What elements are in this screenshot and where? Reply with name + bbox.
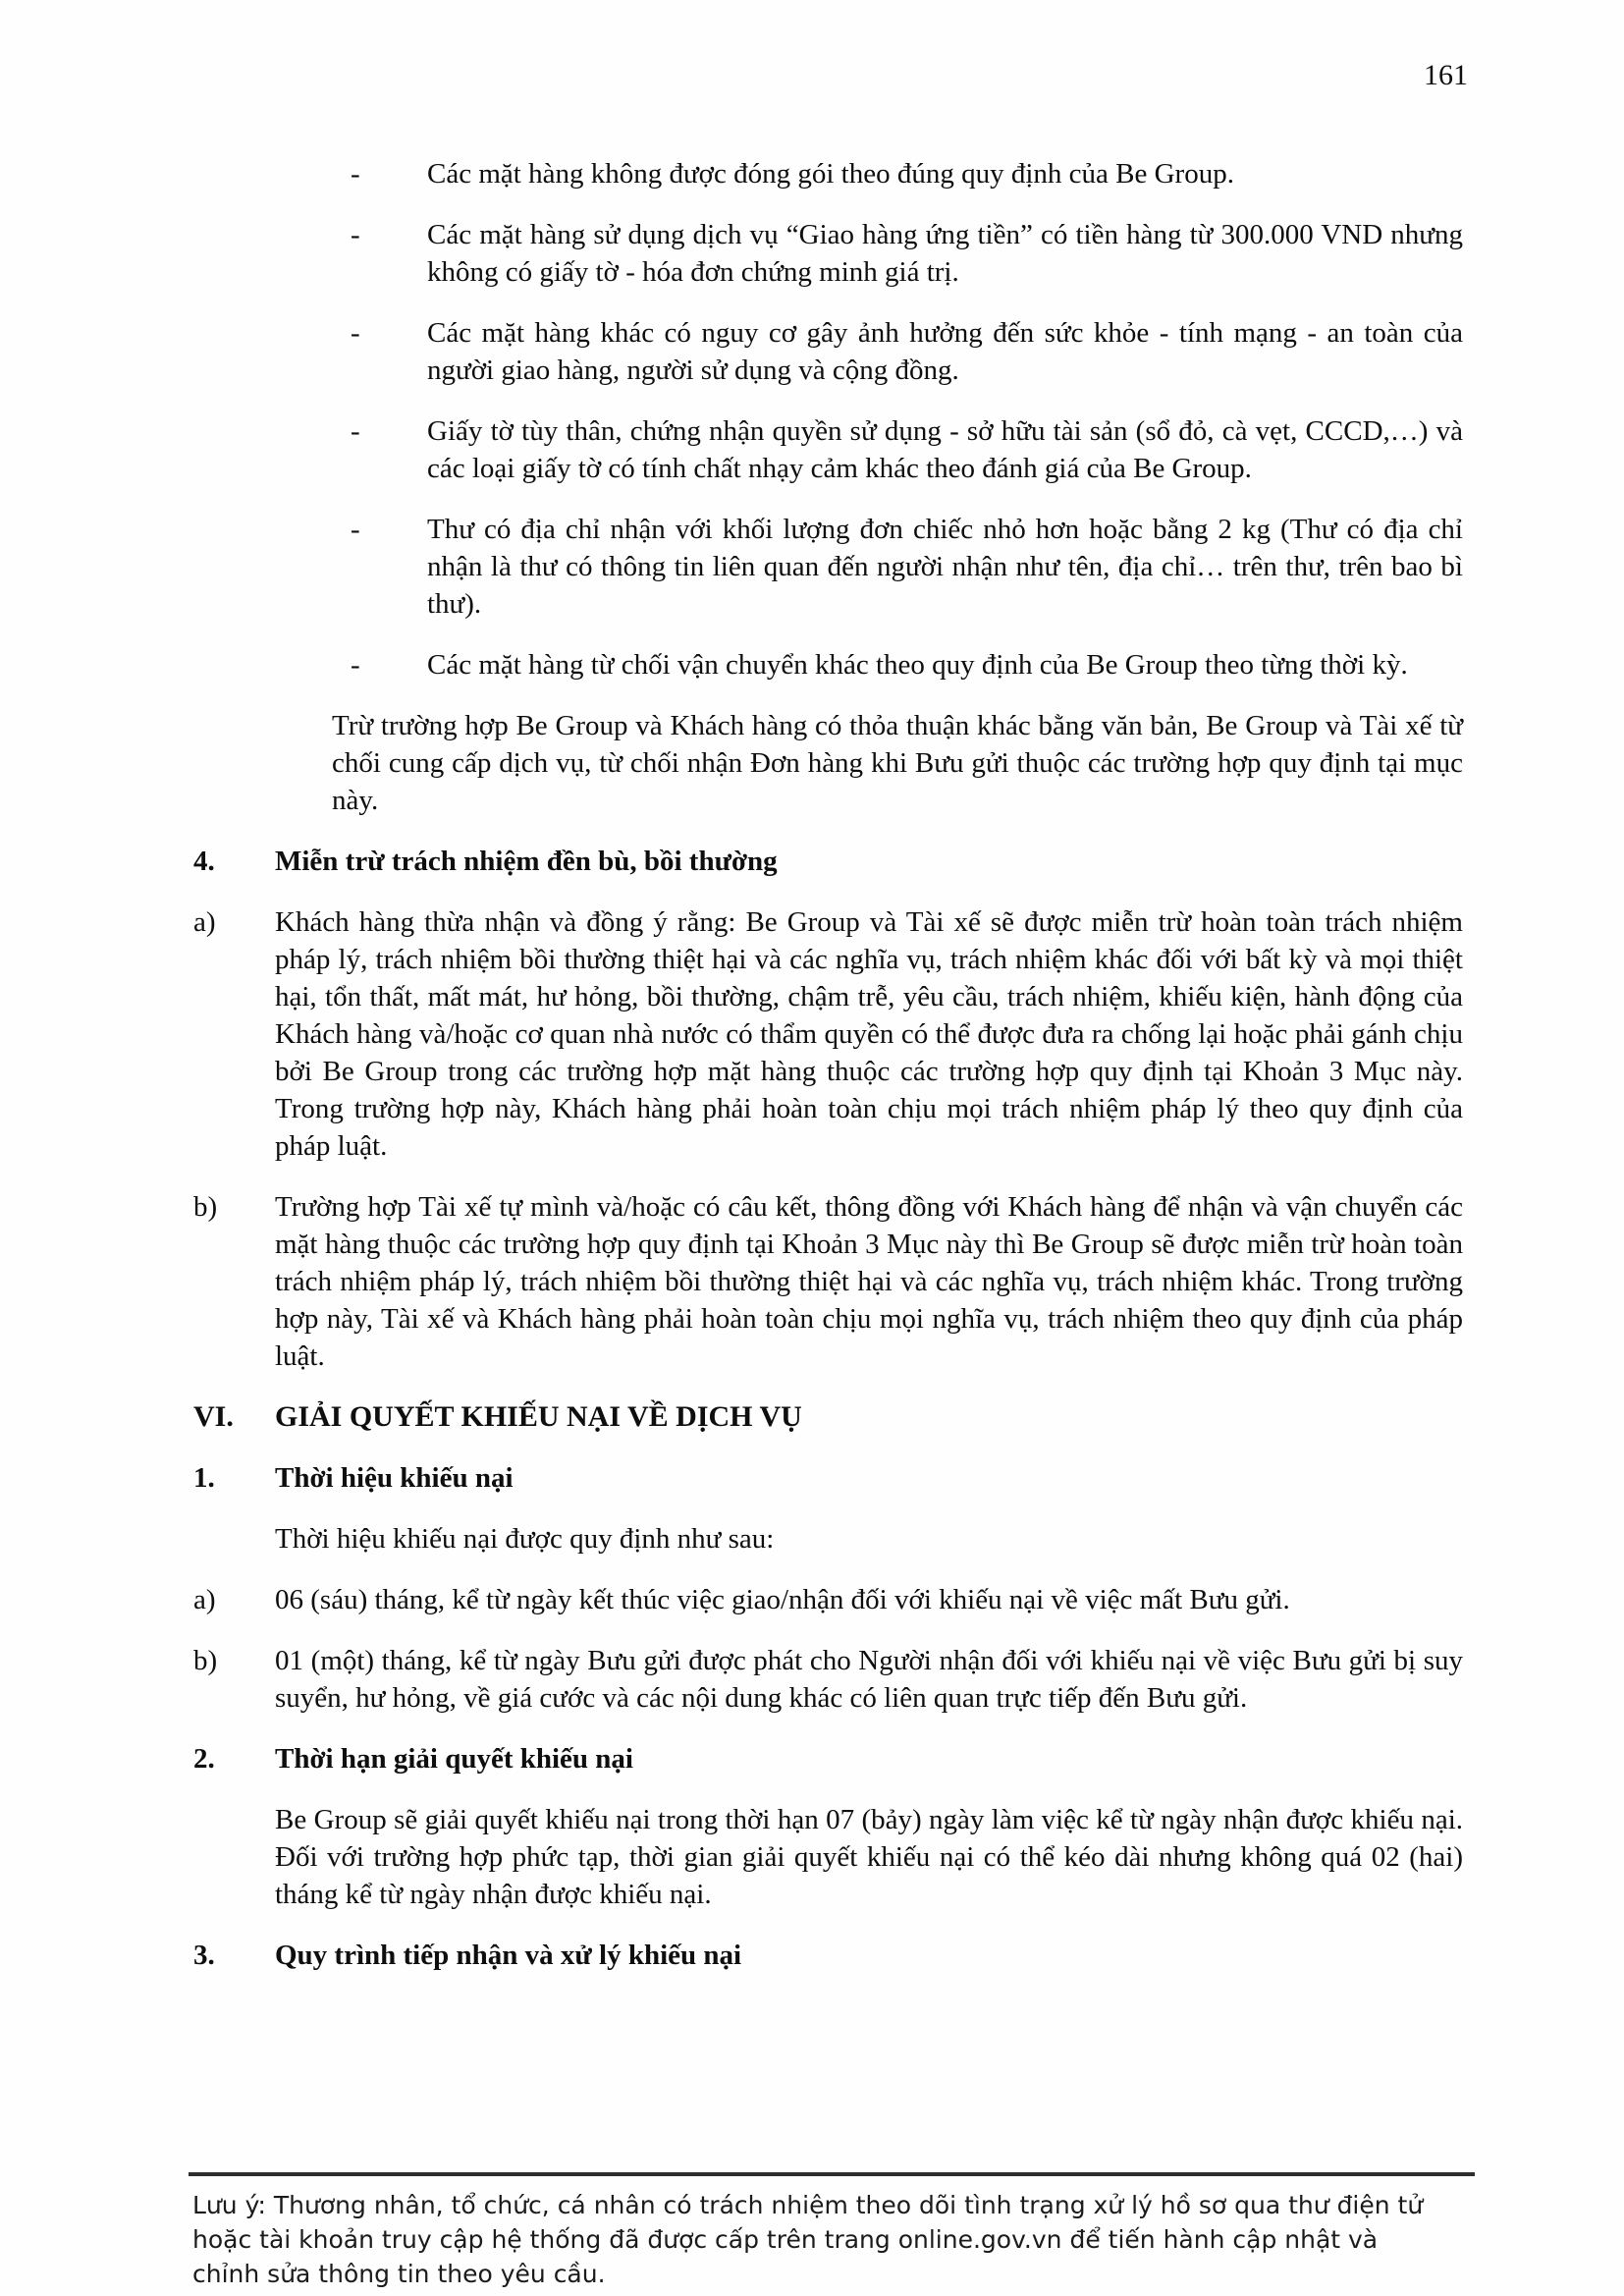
- section-heading-vi: [193, 1398, 1463, 1436]
- refusal-item-text: Các mặt hàng sử dụng dịch vụ “Giao hàng ứng tiền” có tiền hàng từ 300.000 VND nhưng không có giấy tờ - hóa đơn chứng minh giá trị.: [427, 219, 1463, 288]
- heading-title: Quy trình tiếp nhận và xử lý khiếu nại: [275, 1940, 742, 1971]
- refusal-item: [351, 511, 1463, 623]
- refusal-item: [351, 155, 1463, 192]
- footnote-separator: [189, 2172, 1475, 2176]
- refusal-item: [351, 646, 1463, 683]
- clause-text: Trường hợp Tài xế tự mình và/hoặc có câu kết, thông đồng với Khách hàng để nhận và vận chuyển các mặt hàng thuộc các trường hợp quy định tại Khoản 3 Mục này thì Be Group sẽ được miễn trừ hoàn toàn trách nhiệm pháp lý, trách nhiệm bồi thường thiệt hại và các nghĩa vụ, trách nhiệm khác. Trong trường hợp này, Tài xế và Khách hàng phải hoàn toàn chịu mọi nghĩa vụ, trách nhiệm theo quy định của pháp luật.: [275, 1191, 1463, 1372]
- heading-label: VI.: [193, 1400, 234, 1433]
- bullet-dash: -: [351, 158, 360, 190]
- refusal-closing-paragraph: Trừ trường hợp Be Group và Khách hàng có thỏa thuận khác bằng văn bản, Be Group và Tài xế từ chối cung cấp dịch vụ, từ chối nhận Đơn hàng khi Bưu gửi thuộc các trường hợp quy định tại mục này.: [332, 710, 1463, 816]
- subsection-2-body: Be Group sẽ giải quyết khiếu nại trong thời hạn 07 (bảy) ngày làm việc kể từ ngày nhận được khiếu nại. Đối với trường hợp phức tạp, thời gian giải quyết khiếu nại có thể kéo dài nhưng không quá 02 (hai) tháng kể từ ngày nhận được khiếu nại.: [275, 1804, 1463, 1910]
- subsection-1-intro: Thời hiệu khiếu nại được quy định như sau:: [275, 1523, 775, 1555]
- refusal-item: [351, 412, 1463, 487]
- subsection-heading-2: [193, 1740, 1463, 1777]
- heading-title: Thời hạn giải quyết khiếu nại: [275, 1743, 633, 1775]
- heading-label: 4.: [193, 846, 215, 877]
- clause-text: 06 (sáu) tháng, kể từ ngày kết thúc việc giao/nhận đối với khiếu nại về việc mất Bưu gửi.: [275, 1584, 1290, 1615]
- refusal-item-text: Thư có địa chỉ nhận với khối lượng đơn chiếc nhỏ hơn hoặc bằng 2 kg (Thư có địa chỉ nhận là thư có thông tin liên quan đến người nhận như tên, địa chỉ… trên thư, trên bao bì thư).: [427, 514, 1463, 620]
- page-number: 161: [1424, 59, 1468, 91]
- refusal-item-text: Các mặt hàng không được đóng gói theo đúng quy định của Be Group.: [427, 158, 1234, 190]
- clause-label: b): [193, 1191, 218, 1223]
- refusal-item-text: Các mặt hàng từ chối vận chuyển khác theo quy định của Be Group theo từng thời kỳ.: [427, 649, 1408, 681]
- document-content: [0, 155, 1624, 1997]
- bullet-dash: -: [351, 317, 360, 349]
- bullet-dash: -: [351, 415, 360, 447]
- subsection-heading-1: [193, 1459, 1463, 1497]
- refusal-item: [351, 216, 1463, 291]
- section-heading-4: [193, 843, 1463, 880]
- bullet-dash: -: [351, 649, 360, 681]
- clause-text: Khách hàng thừa nhận và đồng ý rằng: Be Group và Tài xế sẽ được miễn trừ hoàn toàn trách nhiệm pháp lý, trách nhiệm bồi thường thiệt hại và các nghĩa vụ, trách nhiệm khác đối với bất kỳ và mọi thiệt hại, tổn thất, mất mát, hư hỏng, bồi thường, chậm trễ, yêu cầu, trách nhiệm, khiếu kiện, hành động của Khách hàng và/hoặc cơ quan nhà nước có thẩm quyền có thể được đưa ra chống lại hoặc phải gánh chịu bởi Be Group trong các trường hợp mặt hàng thuộc các trường hợp quy định tại Khoản 3 Mục này. Trong trường hợp này, Khách hàng phải hoàn toàn chịu mọi trách nhiệm pháp lý theo quy định của pháp luật.: [275, 906, 1463, 1162]
- heading-title: Miễn trừ trách nhiệm đền bù, bồi thường: [275, 846, 778, 877]
- clause-label: b): [193, 1645, 218, 1676]
- heading-title: Thời hiệu khiếu nại: [275, 1462, 514, 1494]
- clause-label: a): [193, 906, 216, 938]
- refusal-item: [351, 314, 1463, 389]
- subsection-heading-3: [193, 1937, 1463, 1974]
- footnote-text: Lưu ý: Thương nhân, tổ chức, cá nhân có trách nhiệm theo dõi tình trạng xử lý hồ sơ qua thư điện tử hoặc tài khoản truy cập hệ thống đã được cấp trên trang online.gov.vn để tiến hành cập nhật và chỉnh sửa thông tin theo yêu cầu.: [192, 2191, 1424, 2288]
- bullet-dash: -: [351, 219, 360, 250]
- clause-b: [193, 1188, 1463, 1375]
- refusal-item-text: Các mặt hàng khác có nguy cơ gây ảnh hưởng đến sức khỏe - tính mạng - an toàn của người giao hàng, người sử dụng và cộng đồng.: [427, 317, 1463, 386]
- bullet-dash: -: [351, 514, 360, 545]
- clause-a: [193, 1581, 1463, 1618]
- heading-title: GIẢI QUYẾT KHIẾU NẠI VỀ DỊCH VỤ: [275, 1400, 802, 1433]
- heading-label: 1.: [193, 1462, 215, 1494]
- clause-label: a): [193, 1584, 216, 1615]
- heading-label: 3.: [193, 1940, 215, 1971]
- clause-text: 01 (một) tháng, kể từ ngày Bưu gửi được phát cho Người nhận đối với khiếu nại về việc Bưu gửi bị suy suyển, hư hỏng, về giá cước và các nội dung khác có liên quan trực tiếp đến Bưu gửi.: [275, 1645, 1463, 1714]
- heading-label: 2.: [193, 1743, 215, 1775]
- refusal-item-text: Giấy tờ tùy thân, chứng nhận quyền sử dụng - sở hữu tài sản (sổ đỏ, cà vẹt, CCCD,…) và các loại giấy tờ có tính chất nhạy cảm khác theo đánh giá của Be Group.: [427, 415, 1463, 484]
- clause-b: [193, 1642, 1463, 1717]
- clause-a: [193, 903, 1463, 1165]
